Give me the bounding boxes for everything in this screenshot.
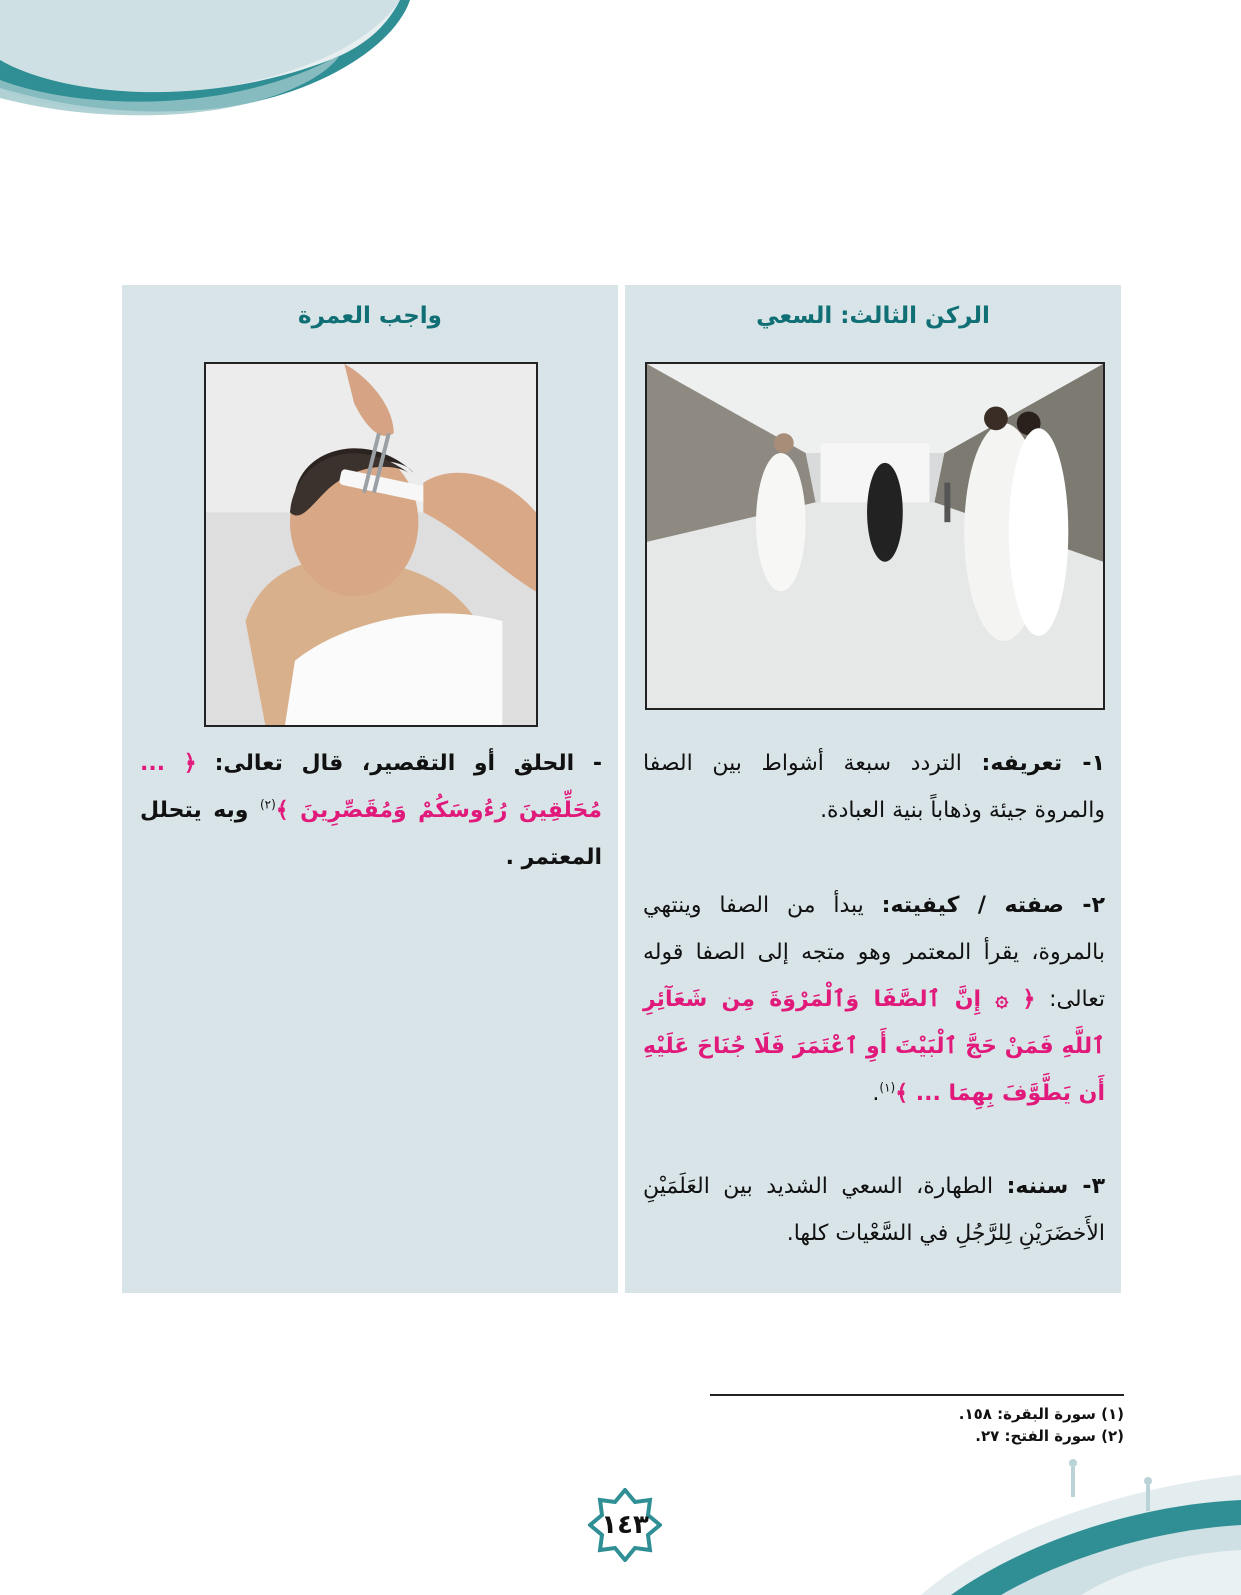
column-sai — [625, 285, 1121, 1293]
sunnah-label: ٣- سننه: — [1006, 1174, 1105, 1199]
footnotes — [959, 1403, 1124, 1447]
corner-ornament-top — [0, 0, 420, 120]
footnote-ref-2: (٢) — [259, 797, 276, 812]
shaving-paragraph — [140, 740, 602, 881]
footnote-ref-1: (١) — [879, 1080, 896, 1095]
shaving-end: وبه يتحلل المعتمر . — [140, 798, 602, 870]
sunnah-paragraph — [643, 1163, 1105, 1257]
method-paragraph — [643, 882, 1105, 1117]
method-label: ٢- صفته / كيفيته: — [881, 893, 1105, 918]
corner-ornament-bottom — [881, 1455, 1241, 1595]
footnote-2: (٢) سورة الفتح: ٢٧. — [975, 1427, 1124, 1445]
section-title-obligation: واجب العمرة — [298, 303, 442, 329]
page-number-badge — [588, 1488, 662, 1562]
quran-verse-fath: ﴿ ... مُحَلِّقِينَ رُءُوسَكُمْ وَمُقَصِّرِينَ ﴾ — [140, 751, 602, 823]
page-number: ١٤٣ — [601, 1510, 649, 1540]
definition-text: التردد سبعة أشواط بين الصفا والمروة جيئة وذهاباً بنية العبادة. — [643, 751, 1105, 823]
photo-sai — [645, 362, 1105, 710]
definition-label: ١- تعريفه: — [981, 751, 1105, 776]
method-end: . — [872, 1081, 880, 1106]
footnote-1: (١) سورة البقرة: ١٥٨. — [958, 1405, 1124, 1423]
definition-paragraph — [643, 740, 1105, 834]
method-text: يبدأ من الصفا وينتهي بالمروة، يقرأ المعتمر وهو متجه إلى الصفا قوله تعالى: — [643, 893, 1105, 1012]
sunnah-text: الطهارة، السعي الشديد بين العَلَمَيْنِ الأَخضَرَيْنِ لِلرَّجُلِ في السَّعْيات كلها. — [643, 1174, 1105, 1246]
photo-hair-trimming — [204, 362, 538, 727]
column-umrah-obligation — [122, 285, 618, 1293]
shaving-text: - الحلق أو التقصير، قال تعالى: — [214, 751, 602, 776]
section-title-sai: الركن الثالث: السعي — [756, 303, 990, 329]
footnote-divider — [710, 1394, 1124, 1396]
quran-verse-safa: ﴿ ۞ إِنَّ ٱلصَّفَا وَٱلْمَرْوَةَ مِن شَعَآئِرِ ٱللَّهِ فَمَنْ حَجَّ ٱلْبَيْتَ أَوِ ٱعْتَمَرَ فَلَا جُنَاحَ عَلَيْهِ أَن يَطَّوَّفَ بِهِمَا ... ﴾ — [643, 987, 1105, 1106]
